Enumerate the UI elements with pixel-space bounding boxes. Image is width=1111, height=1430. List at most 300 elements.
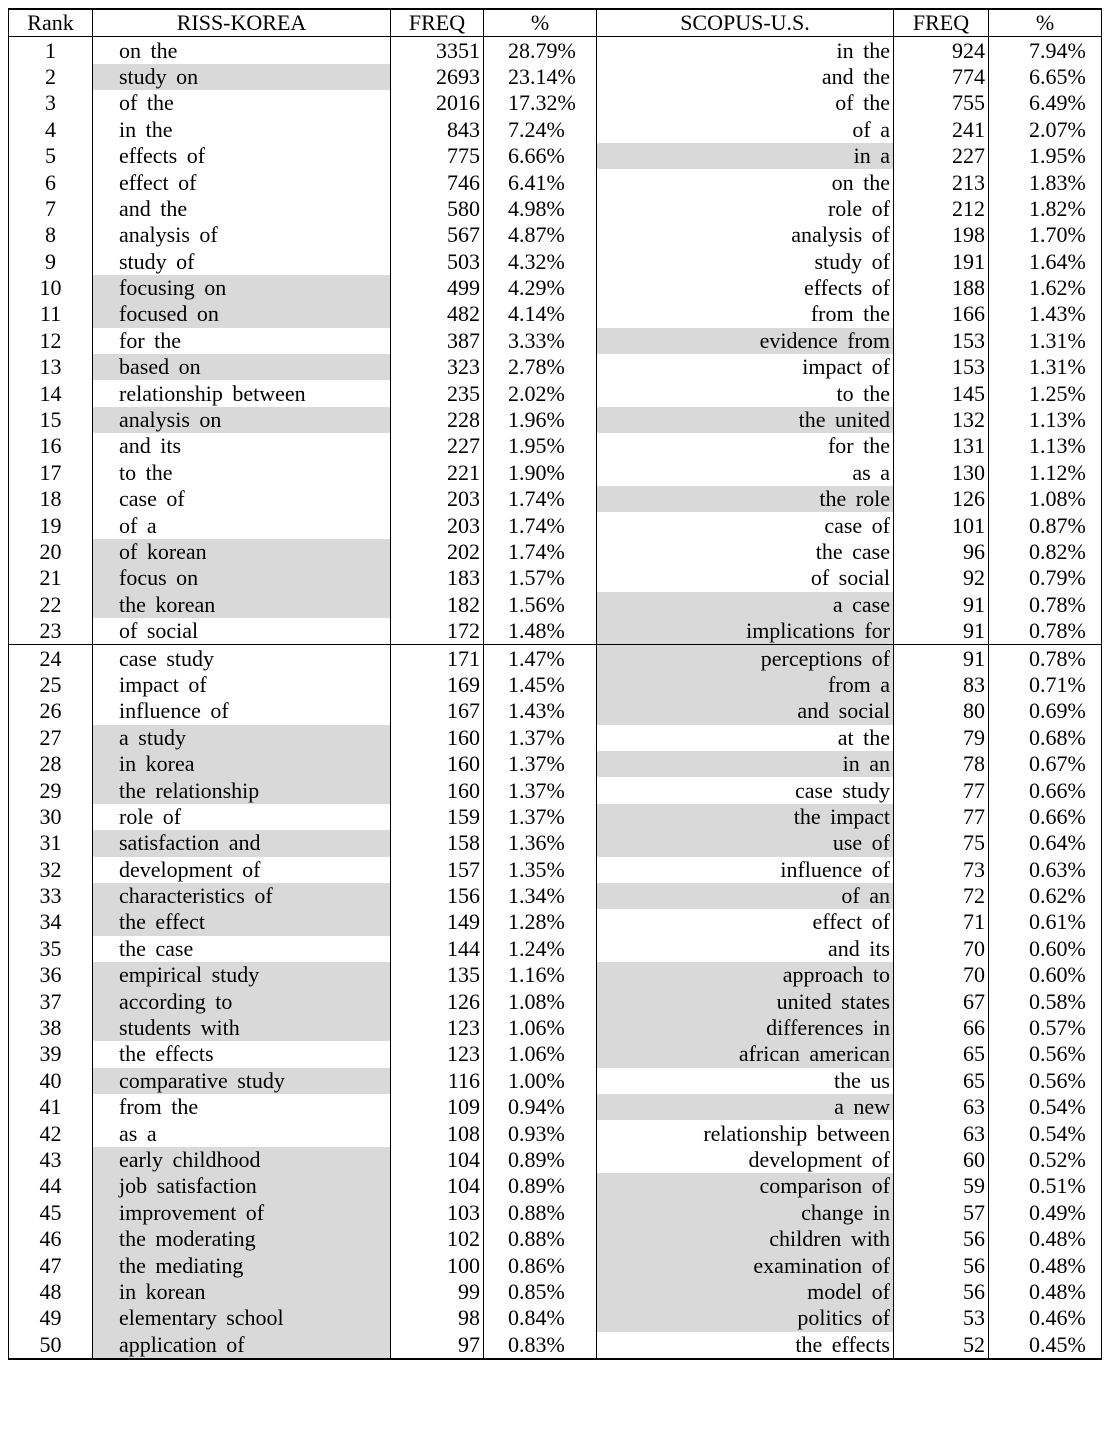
korea-percent-cell: 0.88% [484,1200,597,1226]
korea-term-cell: in the [93,117,391,143]
korea-freq-cell: 228 [391,407,484,433]
korea-freq-cell: 160 [391,725,484,751]
rank-cell: 23 [9,618,93,645]
us-freq-cell: 153 [894,354,989,380]
rank-cell: 36 [9,962,93,988]
us-term-cell: the us [597,1068,894,1094]
table-row [9,196,1102,222]
us-freq-cell: 774 [894,64,989,90]
korea-freq-cell: 567 [391,222,484,248]
korea-term-cell: the case [93,936,391,962]
us-term-cell: as a [597,460,894,486]
rank-cell: 29 [9,777,93,803]
us-term-cell: a new [597,1094,894,1120]
us-term-cell: in the [597,37,894,64]
us-term-cell: case of [597,512,894,538]
rank-cell: 3 [9,90,93,116]
us-term-cell: influence of [597,857,894,883]
us-freq-cell: 198 [894,222,989,248]
korea-term-cell: impact of [93,672,391,698]
table-row [9,751,1102,777]
table-row [9,1147,1102,1173]
korea-term-cell: of a [93,512,391,538]
us-freq-cell: 92 [894,565,989,591]
us-freq-cell: 70 [894,936,989,962]
us-term-cell: for the [597,433,894,459]
table-row [9,512,1102,538]
us-percent-cell: 0.48% [989,1252,1102,1278]
us-term-cell: effects of [597,275,894,301]
rank-cell: 12 [9,328,93,354]
us-term-cell: comparison of [597,1173,894,1199]
rank-cell: 45 [9,1200,93,1226]
korea-term-cell: based on [93,354,391,380]
rank-cell: 18 [9,486,93,512]
table-row [9,962,1102,988]
rank-cell: 41 [9,1094,93,1120]
us-term-cell: the united [597,407,894,433]
korea-term-cell: of the [93,90,391,116]
korea-freq-cell: 123 [391,1041,484,1067]
us-freq-cell: 91 [894,618,989,645]
korea-percent-cell: 1.16% [484,962,597,988]
us-percent-cell: 0.48% [989,1279,1102,1305]
korea-percent-cell: 1.35% [484,857,597,883]
korea-percent-cell: 2.78% [484,354,597,380]
us-term-cell: from the [597,301,894,327]
us-percent-cell: 1.83% [989,169,1102,195]
korea-percent-cell: 1.28% [484,909,597,935]
rank-cell: 35 [9,936,93,962]
rank-cell: 32 [9,857,93,883]
us-freq-cell: 191 [894,249,989,275]
korea-freq-cell: 157 [391,857,484,883]
us-percent-cell: 1.31% [989,328,1102,354]
korea-term-cell: characteristics of [93,883,391,909]
us-freq-cell: 56 [894,1226,989,1252]
us-term-cell: study of [597,249,894,275]
rank-cell: 9 [9,249,93,275]
table-row [9,64,1102,90]
table-row [9,883,1102,909]
us-percent-cell: 0.66% [989,804,1102,830]
us-freq-cell: 101 [894,512,989,538]
us-freq-cell: 91 [894,592,989,618]
us-percent-cell: 1.43% [989,301,1102,327]
us-percent-cell: 0.69% [989,698,1102,724]
korea-percent-cell: 1.45% [484,672,597,698]
korea-percent-cell: 1.06% [484,1041,597,1067]
table-row [9,1068,1102,1094]
korea-term-cell: effect of [93,169,391,195]
rank-cell: 4 [9,117,93,143]
korea-freq-cell: 182 [391,592,484,618]
table-row [9,988,1102,1014]
korea-freq-cell: 135 [391,962,484,988]
us-percent-cell: 0.58% [989,988,1102,1014]
rank-cell: 48 [9,1279,93,1305]
us-term-cell: development of [597,1147,894,1173]
korea-freq-cell: 104 [391,1173,484,1199]
us-percent-cell: 0.48% [989,1226,1102,1252]
korea-freq-cell: 235 [391,380,484,406]
us-freq-cell: 166 [894,301,989,327]
korea-freq-cell: 482 [391,301,484,327]
rank-cell: 2 [9,64,93,90]
us-freq-cell: 77 [894,804,989,830]
rank-cell: 40 [9,1068,93,1094]
us-term-cell: impact of [597,354,894,380]
us-freq-cell: 80 [894,698,989,724]
korea-term-cell: and its [93,433,391,459]
us-freq-cell: 131 [894,433,989,459]
us-percent-cell: 1.64% [989,249,1102,275]
korea-percent-cell: 1.37% [484,751,597,777]
korea-freq-cell: 227 [391,433,484,459]
korea-freq-cell: 109 [391,1094,484,1120]
us-percent-cell: 1.95% [989,143,1102,169]
korea-term-cell: focused on [93,301,391,327]
korea-term-cell: case of [93,486,391,512]
table-row [9,1173,1102,1199]
us-term-cell: case study [597,777,894,803]
table-row [9,830,1102,856]
header-rank: Rank [9,9,93,37]
us-term-cell: at the [597,725,894,751]
korea-freq-cell: 202 [391,539,484,565]
korea-freq-cell: 203 [391,512,484,538]
korea-percent-cell: 1.34% [484,883,597,909]
korea-term-cell: the korean [93,592,391,618]
korea-percent-cell: 17.32% [484,90,597,116]
us-freq-cell: 145 [894,380,989,406]
us-percent-cell: 1.31% [989,354,1102,380]
korea-freq-cell: 97 [391,1332,484,1359]
us-freq-cell: 63 [894,1094,989,1120]
korea-percent-cell: 4.14% [484,301,597,327]
us-term-cell: children with [597,1226,894,1252]
table-row [9,486,1102,512]
rank-cell: 15 [9,407,93,433]
rank-cell: 11 [9,301,93,327]
rank-cell: 6 [9,169,93,195]
us-freq-cell: 73 [894,857,989,883]
table-row [9,1279,1102,1305]
korea-percent-cell: 1.36% [484,830,597,856]
korea-freq-cell: 183 [391,565,484,591]
us-freq-cell: 67 [894,988,989,1014]
table-row [9,645,1102,672]
us-term-cell: in a [597,143,894,169]
korea-term-cell: influence of [93,698,391,724]
korea-term-cell: the effects [93,1041,391,1067]
us-term-cell: the impact [597,804,894,830]
us-freq-cell: 130 [894,460,989,486]
us-freq-cell: 79 [894,725,989,751]
korea-percent-cell: 1.43% [484,698,597,724]
table-row [9,857,1102,883]
us-term-cell: implications for [597,618,894,645]
header-korea-freq: FREQ [391,9,484,37]
us-percent-cell: 0.49% [989,1200,1102,1226]
korea-term-cell: analysis on [93,407,391,433]
header-scopus-us: SCOPUS-U.S. [597,9,894,37]
us-freq-cell: 53 [894,1305,989,1331]
korea-percent-cell: 0.93% [484,1120,597,1146]
us-percent-cell: 0.68% [989,725,1102,751]
korea-freq-cell: 144 [391,936,484,962]
korea-freq-cell: 108 [391,1120,484,1146]
korea-percent-cell: 1.37% [484,777,597,803]
us-freq-cell: 75 [894,830,989,856]
us-freq-cell: 72 [894,883,989,909]
korea-freq-cell: 387 [391,328,484,354]
us-term-cell: politics of [597,1305,894,1331]
us-freq-cell: 227 [894,143,989,169]
table-row [9,539,1102,565]
korea-percent-cell: 6.41% [484,169,597,195]
korea-percent-cell: 4.87% [484,222,597,248]
korea-percent-cell: 1.90% [484,460,597,486]
rank-cell: 38 [9,1015,93,1041]
korea-term-cell: case study [93,645,391,672]
korea-term-cell: and the [93,196,391,222]
us-freq-cell: 153 [894,328,989,354]
us-term-cell: of a [597,117,894,143]
us-freq-cell: 213 [894,169,989,195]
us-freq-cell: 60 [894,1147,989,1173]
us-term-cell: the case [597,539,894,565]
table-row [9,407,1102,433]
korea-term-cell: relationship between [93,380,391,406]
us-term-cell: evidence from [597,328,894,354]
korea-term-cell: development of [93,857,391,883]
korea-percent-cell: 1.95% [484,433,597,459]
table-row [9,90,1102,116]
us-percent-cell: 0.56% [989,1041,1102,1067]
us-term-cell: model of [597,1279,894,1305]
korea-freq-cell: 167 [391,698,484,724]
us-freq-cell: 78 [894,751,989,777]
korea-term-cell: the effect [93,909,391,935]
korea-term-cell: analysis of [93,222,391,248]
korea-percent-cell: 0.85% [484,1279,597,1305]
korea-term-cell: empirical study [93,962,391,988]
korea-percent-cell: 1.56% [484,592,597,618]
us-term-cell: from a [597,672,894,698]
us-percent-cell: 6.65% [989,64,1102,90]
us-percent-cell: 0.60% [989,962,1102,988]
korea-percent-cell: 1.37% [484,725,597,751]
korea-term-cell: for the [93,328,391,354]
us-percent-cell: 0.67% [989,751,1102,777]
us-term-cell: of social [597,565,894,591]
us-freq-cell: 924 [894,37,989,64]
us-freq-cell: 63 [894,1120,989,1146]
us-percent-cell: 0.51% [989,1173,1102,1199]
us-percent-cell: 1.25% [989,380,1102,406]
us-term-cell: and social [597,698,894,724]
korea-percent-cell: 1.47% [484,645,597,672]
korea-term-cell: of social [93,618,391,645]
korea-term-cell: comparative study [93,1068,391,1094]
us-term-cell: relationship between [597,1120,894,1146]
table-row [9,275,1102,301]
korea-term-cell: on the [93,37,391,64]
korea-percent-cell: 2.02% [484,380,597,406]
korea-percent-cell: 0.84% [484,1305,597,1331]
table-row [9,37,1102,64]
korea-percent-cell: 1.24% [484,936,597,962]
korea-percent-cell: 1.06% [484,1015,597,1041]
table-row [9,1332,1102,1359]
us-percent-cell: 0.52% [989,1147,1102,1173]
korea-freq-cell: 123 [391,1015,484,1041]
korea-term-cell: improvement of [93,1200,391,1226]
us-term-cell: role of [597,196,894,222]
rank-cell: 39 [9,1041,93,1067]
us-percent-cell: 0.78% [989,618,1102,645]
us-term-cell: in an [597,751,894,777]
korea-percent-cell: 0.88% [484,1226,597,1252]
rank-cell: 49 [9,1305,93,1331]
us-term-cell: use of [597,830,894,856]
us-percent-cell: 0.78% [989,592,1102,618]
rank-cell: 34 [9,909,93,935]
us-percent-cell: 1.82% [989,196,1102,222]
korea-percent-cell: 1.96% [484,407,597,433]
korea-freq-cell: 775 [391,143,484,169]
header-us-freq: FREQ [894,9,989,37]
table-row [9,354,1102,380]
us-freq-cell: 132 [894,407,989,433]
rank-cell: 17 [9,460,93,486]
korea-freq-cell: 104 [391,1147,484,1173]
korea-percent-cell: 0.89% [484,1173,597,1199]
us-freq-cell: 56 [894,1279,989,1305]
korea-freq-cell: 580 [391,196,484,222]
korea-term-cell: early childhood [93,1147,391,1173]
us-term-cell: examination of [597,1252,894,1278]
korea-percent-cell: 23.14% [484,64,597,90]
korea-term-cell: satisfaction and [93,830,391,856]
us-freq-cell: 126 [894,486,989,512]
us-freq-cell: 70 [894,962,989,988]
us-percent-cell: 0.62% [989,883,1102,909]
rank-cell: 30 [9,804,93,830]
korea-percent-cell: 1.57% [484,565,597,591]
korea-freq-cell: 2016 [391,90,484,116]
table-row [9,222,1102,248]
rank-cell: 46 [9,1226,93,1252]
rank-cell: 19 [9,512,93,538]
korea-percent-cell: 1.74% [484,486,597,512]
korea-freq-cell: 172 [391,618,484,645]
rank-cell: 24 [9,645,93,672]
korea-freq-cell: 98 [391,1305,484,1331]
korea-percent-cell: 0.94% [484,1094,597,1120]
rank-cell: 16 [9,433,93,459]
korea-term-cell: focus on [93,565,391,591]
rank-cell: 47 [9,1252,93,1278]
korea-term-cell: in korean [93,1279,391,1305]
korea-term-cell: effects of [93,143,391,169]
us-term-cell: effect of [597,909,894,935]
us-freq-cell: 96 [894,539,989,565]
korea-term-cell: the moderating [93,1226,391,1252]
korea-freq-cell: 843 [391,117,484,143]
us-freq-cell: 59 [894,1173,989,1199]
rank-cell: 42 [9,1120,93,1146]
us-percent-cell: 1.12% [989,460,1102,486]
us-term-cell: analysis of [597,222,894,248]
table-row [9,1041,1102,1067]
us-percent-cell: 1.62% [989,275,1102,301]
rank-cell: 13 [9,354,93,380]
us-percent-cell: 0.78% [989,645,1102,672]
table-row [9,249,1102,275]
rank-cell: 7 [9,196,93,222]
table-row [9,936,1102,962]
us-percent-cell: 7.94% [989,37,1102,64]
us-freq-cell: 71 [894,909,989,935]
us-percent-cell: 0.82% [989,539,1102,565]
us-term-cell: the role [597,486,894,512]
header-row [9,9,1102,37]
us-term-cell: approach to [597,962,894,988]
bigram-frequency-table [8,8,1102,1360]
us-term-cell: the effects [597,1332,894,1359]
korea-freq-cell: 116 [391,1068,484,1094]
table-row [9,672,1102,698]
us-percent-cell: 0.79% [989,565,1102,591]
korea-freq-cell: 203 [391,486,484,512]
korea-freq-cell: 2693 [391,64,484,90]
table-row [9,1252,1102,1278]
us-percent-cell: 0.46% [989,1305,1102,1331]
korea-freq-cell: 746 [391,169,484,195]
korea-percent-cell: 4.98% [484,196,597,222]
us-percent-cell: 1.08% [989,486,1102,512]
table-body [9,37,1102,1359]
us-percent-cell: 0.60% [989,936,1102,962]
korea-freq-cell: 149 [391,909,484,935]
korea-freq-cell: 156 [391,883,484,909]
us-freq-cell: 57 [894,1200,989,1226]
us-freq-cell: 83 [894,672,989,698]
korea-term-cell: a study [93,725,391,751]
korea-percent-cell: 1.00% [484,1068,597,1094]
us-percent-cell: 0.54% [989,1094,1102,1120]
rank-cell: 20 [9,539,93,565]
us-freq-cell: 241 [894,117,989,143]
us-percent-cell: 2.07% [989,117,1102,143]
table-row [9,804,1102,830]
rank-cell: 25 [9,672,93,698]
korea-percent-cell: 7.24% [484,117,597,143]
table-row [9,301,1102,327]
korea-term-cell: role of [93,804,391,830]
table-row [9,1226,1102,1252]
korea-term-cell: according to [93,988,391,1014]
rank-cell: 22 [9,592,93,618]
table-row [9,725,1102,751]
us-term-cell: on the [597,169,894,195]
table-row [9,460,1102,486]
us-freq-cell: 212 [894,196,989,222]
korea-percent-cell: 28.79% [484,37,597,64]
us-percent-cell: 6.49% [989,90,1102,116]
